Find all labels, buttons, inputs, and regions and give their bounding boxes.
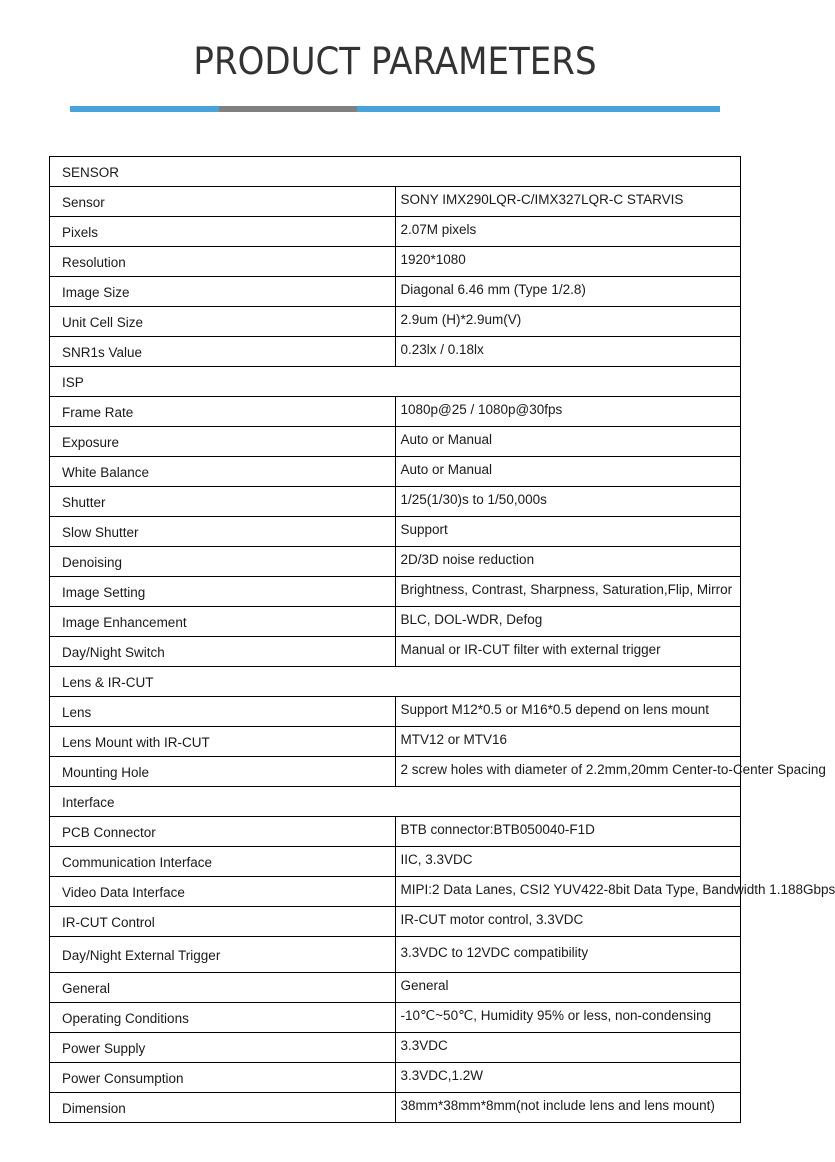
section-title-text: ISP <box>62 375 84 390</box>
table-row <box>50 517 741 547</box>
param-name-cell <box>50 907 396 937</box>
param-value-cell <box>395 607 741 637</box>
param-name: General <box>62 981 111 996</box>
param-value-cell <box>395 1093 741 1123</box>
param-name: IR-CUT Control <box>62 915 155 930</box>
section-title <box>50 367 741 397</box>
param-value: 38mm*38mm*8mm(not include lens and lens mount) <box>400 1098 715 1113</box>
param-value-cell <box>395 697 741 727</box>
param-value: Support M12*0.5 or M16*0.5 depend on lens mount <box>400 702 709 717</box>
param-value-cell <box>395 847 741 877</box>
param-value: -10℃~50℃, Humidity 95% or less, non-condensing <box>400 1007 712 1023</box>
param-value-cell <box>395 1063 741 1093</box>
param-value-cell <box>395 307 741 337</box>
section-title <box>50 157 741 187</box>
param-name: Image Setting <box>62 585 146 600</box>
underline-segment-left <box>70 106 219 112</box>
param-name-cell <box>50 1033 396 1063</box>
table-row <box>50 877 741 907</box>
param-value-cell <box>395 547 741 577</box>
section-header-row <box>50 787 741 817</box>
param-name: Pixels <box>62 225 99 240</box>
param-name-cell <box>50 637 396 667</box>
param-name-cell <box>50 337 396 367</box>
param-name-cell <box>50 607 396 637</box>
table-row <box>50 973 741 1003</box>
param-name: Video Data Interface <box>62 885 185 900</box>
param-value-cell <box>395 937 741 973</box>
table-row <box>50 427 741 457</box>
param-name-cell <box>50 247 396 277</box>
table-row <box>50 1093 741 1123</box>
param-value: IIC, 3.3VDC <box>400 852 473 867</box>
param-name-cell <box>50 973 396 1003</box>
param-value-cell <box>395 187 741 217</box>
param-name: Operating Conditions <box>62 1011 189 1026</box>
param-name-cell <box>50 547 396 577</box>
param-value: BTB connector:BTB050040-F1D <box>400 822 595 837</box>
param-value: General <box>400 978 449 993</box>
param-value: Auto or Manual <box>400 432 493 447</box>
param-value: 3.3VDC,1.2W <box>400 1068 484 1083</box>
table-row <box>50 757 741 787</box>
param-value: 2 screw holes with diameter of 2.2mm,20mm Center-to-Center Spacing <box>400 762 826 777</box>
param-value: Manual or IR-CUT filter with external trigger <box>400 642 661 657</box>
param-value-cell <box>395 877 835 907</box>
param-name-cell <box>50 1093 396 1123</box>
param-name-cell <box>50 487 396 517</box>
param-value: MIPI:2 Data Lanes, CSI2 YUV422-8bit Data Type, Bandwidth 1.188Gbps <box>400 882 835 897</box>
param-value: 0.23lx / 0.18lx <box>400 342 484 357</box>
param-value: Diagonal 6.46 mm (Type 1/2.8) <box>400 282 586 297</box>
param-name-cell <box>50 937 396 973</box>
section-header-row <box>50 157 741 187</box>
param-value-cell <box>395 907 741 937</box>
section-title-text: SENSOR <box>62 165 120 180</box>
table-row <box>50 487 741 517</box>
table-row <box>50 187 741 217</box>
param-value: 2.07M pixels <box>400 222 477 237</box>
underline-segment-middle <box>219 106 357 112</box>
table-row <box>50 547 741 577</box>
table-row <box>50 727 741 757</box>
param-value-cell <box>395 577 741 607</box>
table-row <box>50 577 741 607</box>
param-value-cell <box>395 817 741 847</box>
param-name: Denoising <box>62 555 123 570</box>
param-name: Slow Shutter <box>62 525 139 540</box>
param-value: 1080p@25 / 1080p@30fps <box>400 402 563 417</box>
param-name-cell <box>50 517 396 547</box>
param-name-cell <box>50 817 396 847</box>
table-row <box>50 1033 741 1063</box>
param-name: Shutter <box>62 495 106 510</box>
param-value: 2.9um (H)*2.9um(V) <box>400 312 522 327</box>
param-name-cell <box>50 277 396 307</box>
param-name-cell <box>50 757 396 787</box>
param-value: 3.3VDC to 12VDC compatibility <box>400 945 589 960</box>
param-name: Day/Night External Trigger <box>62 948 221 963</box>
param-value: IR-CUT motor control, 3.3VDC <box>400 912 584 927</box>
table-row <box>50 817 741 847</box>
section-header-row <box>50 367 741 397</box>
param-value-cell <box>395 337 741 367</box>
param-name: Communication Interface <box>62 855 213 870</box>
section-title <box>50 787 741 817</box>
table-row <box>50 637 741 667</box>
title-underline-bar <box>70 106 720 112</box>
param-value-cell <box>395 973 741 1003</box>
param-name-cell <box>50 217 396 247</box>
param-name: White Balance <box>62 465 150 480</box>
param-name: Lens Mount with IR-CUT <box>62 735 210 750</box>
table-row <box>50 457 741 487</box>
table-row <box>50 697 741 727</box>
section-header-row <box>50 667 741 697</box>
param-name-cell <box>50 397 396 427</box>
param-name: Lens <box>62 705 92 720</box>
param-value-cell <box>395 517 741 547</box>
param-value-cell <box>395 427 741 457</box>
param-name-cell <box>50 877 396 907</box>
param-name: Resolution <box>62 255 126 270</box>
param-value: Auto or Manual <box>400 462 493 477</box>
parameters-table <box>49 156 835 1123</box>
param-name: PCB Connector <box>62 825 156 840</box>
param-name: SNR1s Value <box>62 345 143 360</box>
param-value: MTV12 or MTV16 <box>400 732 508 747</box>
param-value-cell <box>395 1003 741 1033</box>
param-name-cell <box>50 577 396 607</box>
param-value: BLC, DOL-WDR, Defog <box>400 612 543 627</box>
table-row <box>50 277 741 307</box>
param-value-cell <box>395 487 741 517</box>
param-name: Exposure <box>62 435 120 450</box>
param-name: Power Consumption <box>62 1071 184 1086</box>
table-row <box>50 247 741 277</box>
param-name-cell <box>50 187 396 217</box>
param-name-cell <box>50 307 396 337</box>
table-row <box>50 907 741 937</box>
param-name-cell <box>50 697 396 727</box>
param-value-cell <box>395 457 741 487</box>
table-row <box>50 937 741 973</box>
param-name-cell <box>50 847 396 877</box>
table-row <box>50 217 741 247</box>
param-value-cell <box>395 1033 741 1063</box>
param-name: Day/Night Switch <box>62 645 165 660</box>
table-row <box>50 1063 741 1093</box>
param-value-cell <box>395 727 741 757</box>
param-value: Support <box>400 522 448 537</box>
table-row <box>50 397 741 427</box>
param-value-cell <box>395 277 741 307</box>
param-name: Dimension <box>62 1101 126 1116</box>
table-row <box>50 307 741 337</box>
param-name-cell <box>50 1063 396 1093</box>
param-value: 1/25(1/30)s to 1/50,000s <box>400 492 547 507</box>
param-value: 1920*1080 <box>400 252 466 267</box>
param-name: Mounting Hole <box>62 765 150 780</box>
param-value: 2D/3D noise reduction <box>400 552 535 567</box>
param-name-cell <box>50 727 396 757</box>
section-title <box>50 667 741 697</box>
param-value-cell <box>395 397 741 427</box>
param-name: Image Size <box>62 285 130 300</box>
param-name: Sensor <box>62 195 105 210</box>
param-name-cell <box>50 457 396 487</box>
underline-segment-right <box>357 106 720 112</box>
param-name-cell <box>50 427 396 457</box>
param-value-cell <box>395 217 741 247</box>
section-title-text: Lens & IR-CUT <box>62 675 154 690</box>
table-row <box>50 847 741 877</box>
param-name: Frame Rate <box>62 405 134 420</box>
param-name: Image Enhancement <box>62 615 187 630</box>
table-row <box>50 607 741 637</box>
param-value-cell <box>395 637 741 667</box>
param-value: SONY IMX290LQR-C/IMX327LQR-C STARVIS <box>400 192 684 207</box>
param-value: 3.3VDC <box>400 1038 448 1053</box>
param-name: Power Supply <box>62 1041 146 1056</box>
param-name-cell <box>50 1003 396 1033</box>
param-value: Brightness, Contrast, Sharpness, Saturation,Flip, Mirror <box>400 582 733 597</box>
param-value-cell <box>395 757 826 787</box>
page-title: PRODUCT PARAMETERS <box>193 40 597 83</box>
param-value-cell <box>395 247 741 277</box>
table-row <box>50 1003 741 1033</box>
section-title-text: Interface <box>62 795 115 810</box>
param-name: Unit Cell Size <box>62 315 144 330</box>
table-row <box>50 337 741 367</box>
